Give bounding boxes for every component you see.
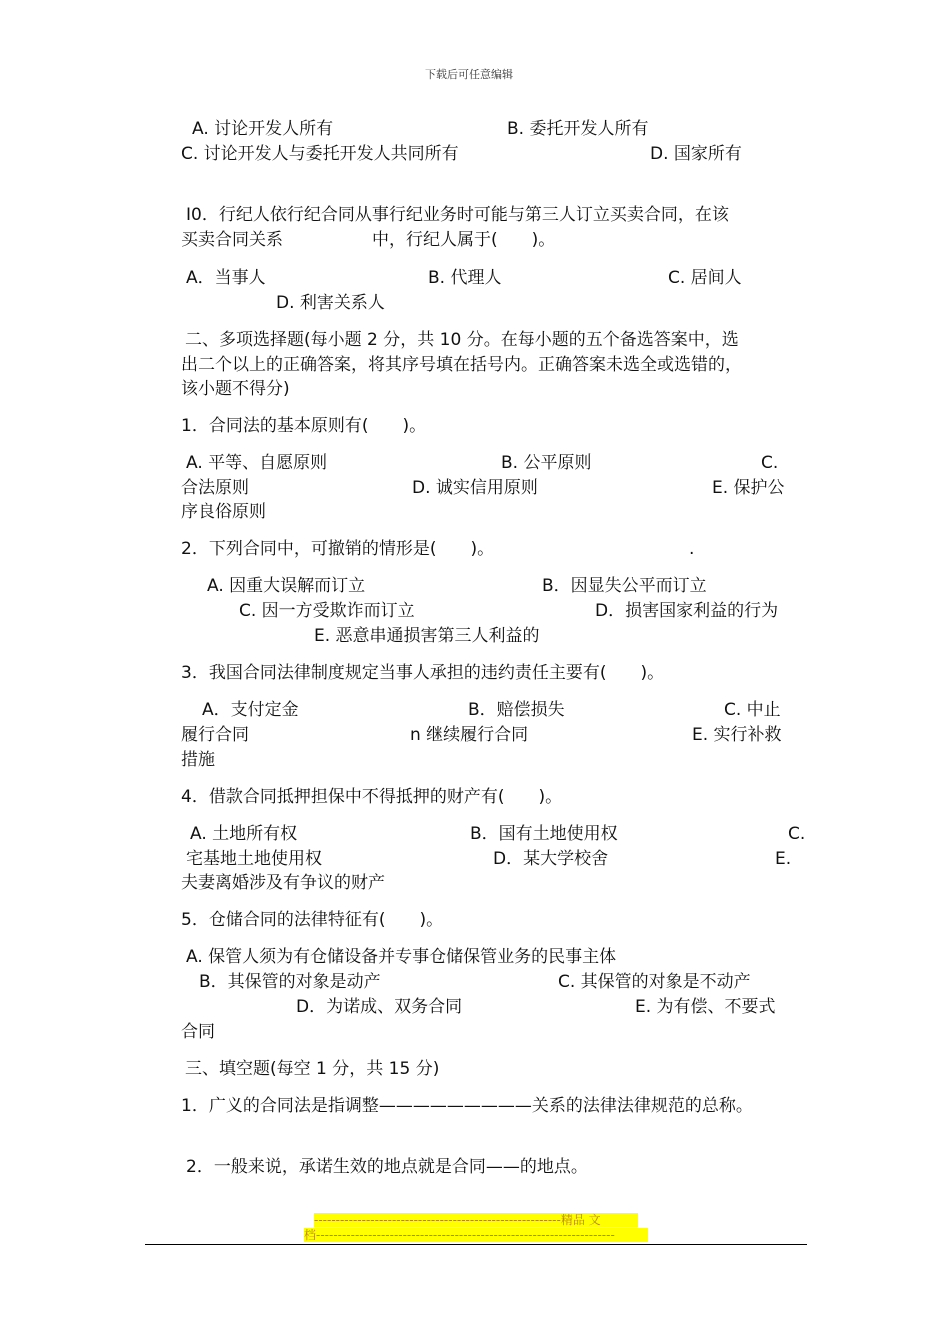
m1-option-b: B. 公平原则 bbox=[501, 453, 592, 473]
m1-option-c-cont: 合法原则 bbox=[181, 478, 249, 498]
q9-option-b: B. 委托开发人所有 bbox=[507, 119, 649, 139]
m2-option-b: B．因显失公平而订立 bbox=[542, 576, 707, 596]
m2-stray-dot: . bbox=[689, 539, 695, 559]
m5-stem: 5．仓储合同的法律特征有( )。 bbox=[181, 910, 444, 930]
footer-watermark-line1: ---------------------------------------------------------精品 文 bbox=[314, 1213, 638, 1227]
m2-option-a: A. 因重大误解而订立 bbox=[207, 576, 366, 596]
m3-option-c: C. 中止 bbox=[724, 700, 781, 720]
m4-option-c-cont: 宅基地土地使用权 bbox=[186, 849, 322, 869]
m5-option-e-cont: 合同 bbox=[181, 1022, 215, 1042]
section2-heading-line1: 二、多项选择题(每小题 2 分，共 10 分。在每小题的五个备选答案中，选 bbox=[185, 330, 739, 350]
m3-option-d: n 继续履行合同 bbox=[410, 725, 529, 745]
m5-option-c: C. 其保管的对象是不动产 bbox=[558, 972, 751, 992]
m3-option-e-cont: 措施 bbox=[181, 750, 215, 770]
q10-option-b: B. 代理人 bbox=[428, 268, 502, 288]
q9-option-a: A. 讨论开发人所有 bbox=[192, 119, 334, 139]
q10-stem-line1: I0．行纪人依行纪合同从事行纪业务时可能与第三人订立买卖合同，在该 bbox=[186, 205, 729, 225]
m2-option-e: E. 恶意串通损害第三人利益的 bbox=[314, 626, 540, 646]
m2-option-c: C. 因一方受欺诈而订立 bbox=[239, 601, 415, 621]
m1-option-e-cont: 序良俗原则 bbox=[181, 502, 266, 522]
m4-option-d: D．某大学校舍 bbox=[493, 849, 609, 869]
m4-option-c: C. bbox=[788, 824, 806, 844]
q10-option-c: C. 居间人 bbox=[668, 268, 742, 288]
q10-option-a: A．当事人 bbox=[186, 268, 266, 288]
m1-stem: 1．合同法的基本原则有( )。 bbox=[181, 416, 427, 436]
m1-option-e: E. 保护公 bbox=[712, 478, 785, 498]
m2-stem: 2．下列合同中，可撤销的情形是( )。 bbox=[181, 539, 495, 559]
m3-option-c-cont: 履行合同 bbox=[181, 725, 249, 745]
section2-heading-line2: 出二个以上的正确答案，将其序号填在括号内。正确答案未选全或选错的， bbox=[181, 355, 742, 375]
q10-option-d: D. 利害关系人 bbox=[276, 293, 385, 313]
footer-watermark-line2: 档--------------------------------------------------------------------- bbox=[304, 1228, 648, 1242]
m1-option-d: D. 诚实信用原则 bbox=[412, 478, 538, 498]
m4-stem: 4．借款合同抵押担保中不得抵押的财产有( )。 bbox=[181, 787, 563, 807]
m3-option-a: A．支付定金 bbox=[202, 700, 299, 720]
fill-question-1: 1．广义的合同法是指调整—————————关系的法律法律规范的总称。 bbox=[181, 1096, 753, 1116]
q9-option-c: C. 讨论开发人与委托开发人共同所有 bbox=[181, 144, 459, 164]
m4-option-e: E. bbox=[775, 849, 792, 869]
section2-heading-line3: 该小题不得分) bbox=[181, 379, 290, 399]
m1-option-c: C. bbox=[761, 453, 779, 473]
m1-option-a: A. 平等、自愿原则 bbox=[186, 453, 328, 473]
m4-option-b: B．国有土地使用权 bbox=[470, 824, 618, 844]
q10-stem-line2b: 中，行纪人属于( )。 bbox=[372, 230, 556, 250]
m4-option-e-cont: 夫妻离婚涉及有争议的财产 bbox=[181, 873, 385, 893]
m5-option-b: B．其保管的对象是动产 bbox=[199, 972, 381, 992]
fill-question-2: 2．一般来说，承诺生效的地点就是合同——的地点。 bbox=[186, 1157, 588, 1177]
q9-option-d: D. 国家所有 bbox=[650, 144, 742, 164]
m3-option-b: B．赔偿损失 bbox=[468, 700, 565, 720]
page-header: 下载后可任意编辑 bbox=[425, 68, 513, 81]
section3-heading: 三、填空题(每空 1 分，共 15 分) bbox=[185, 1059, 440, 1079]
m3-option-e: E. 实行补救 bbox=[692, 725, 782, 745]
q10-stem-line2a: 买卖合同关系 bbox=[181, 230, 283, 250]
m5-option-a: A. 保管人须为有仓储设备并专事仓储保管业务的民事主体 bbox=[186, 947, 617, 967]
footer-rule bbox=[145, 1244, 807, 1245]
m4-option-a: A. 土地所有权 bbox=[190, 824, 298, 844]
m5-option-e: E. 为有偿、不要式 bbox=[635, 997, 776, 1017]
m2-option-d: D．损害国家利益的行为 bbox=[595, 601, 779, 621]
m3-stem: 3．我国合同法律制度规定当事人承担的违约责任主要有( )。 bbox=[181, 663, 665, 683]
m5-option-d: D．为诺成、双务合同 bbox=[296, 997, 463, 1017]
